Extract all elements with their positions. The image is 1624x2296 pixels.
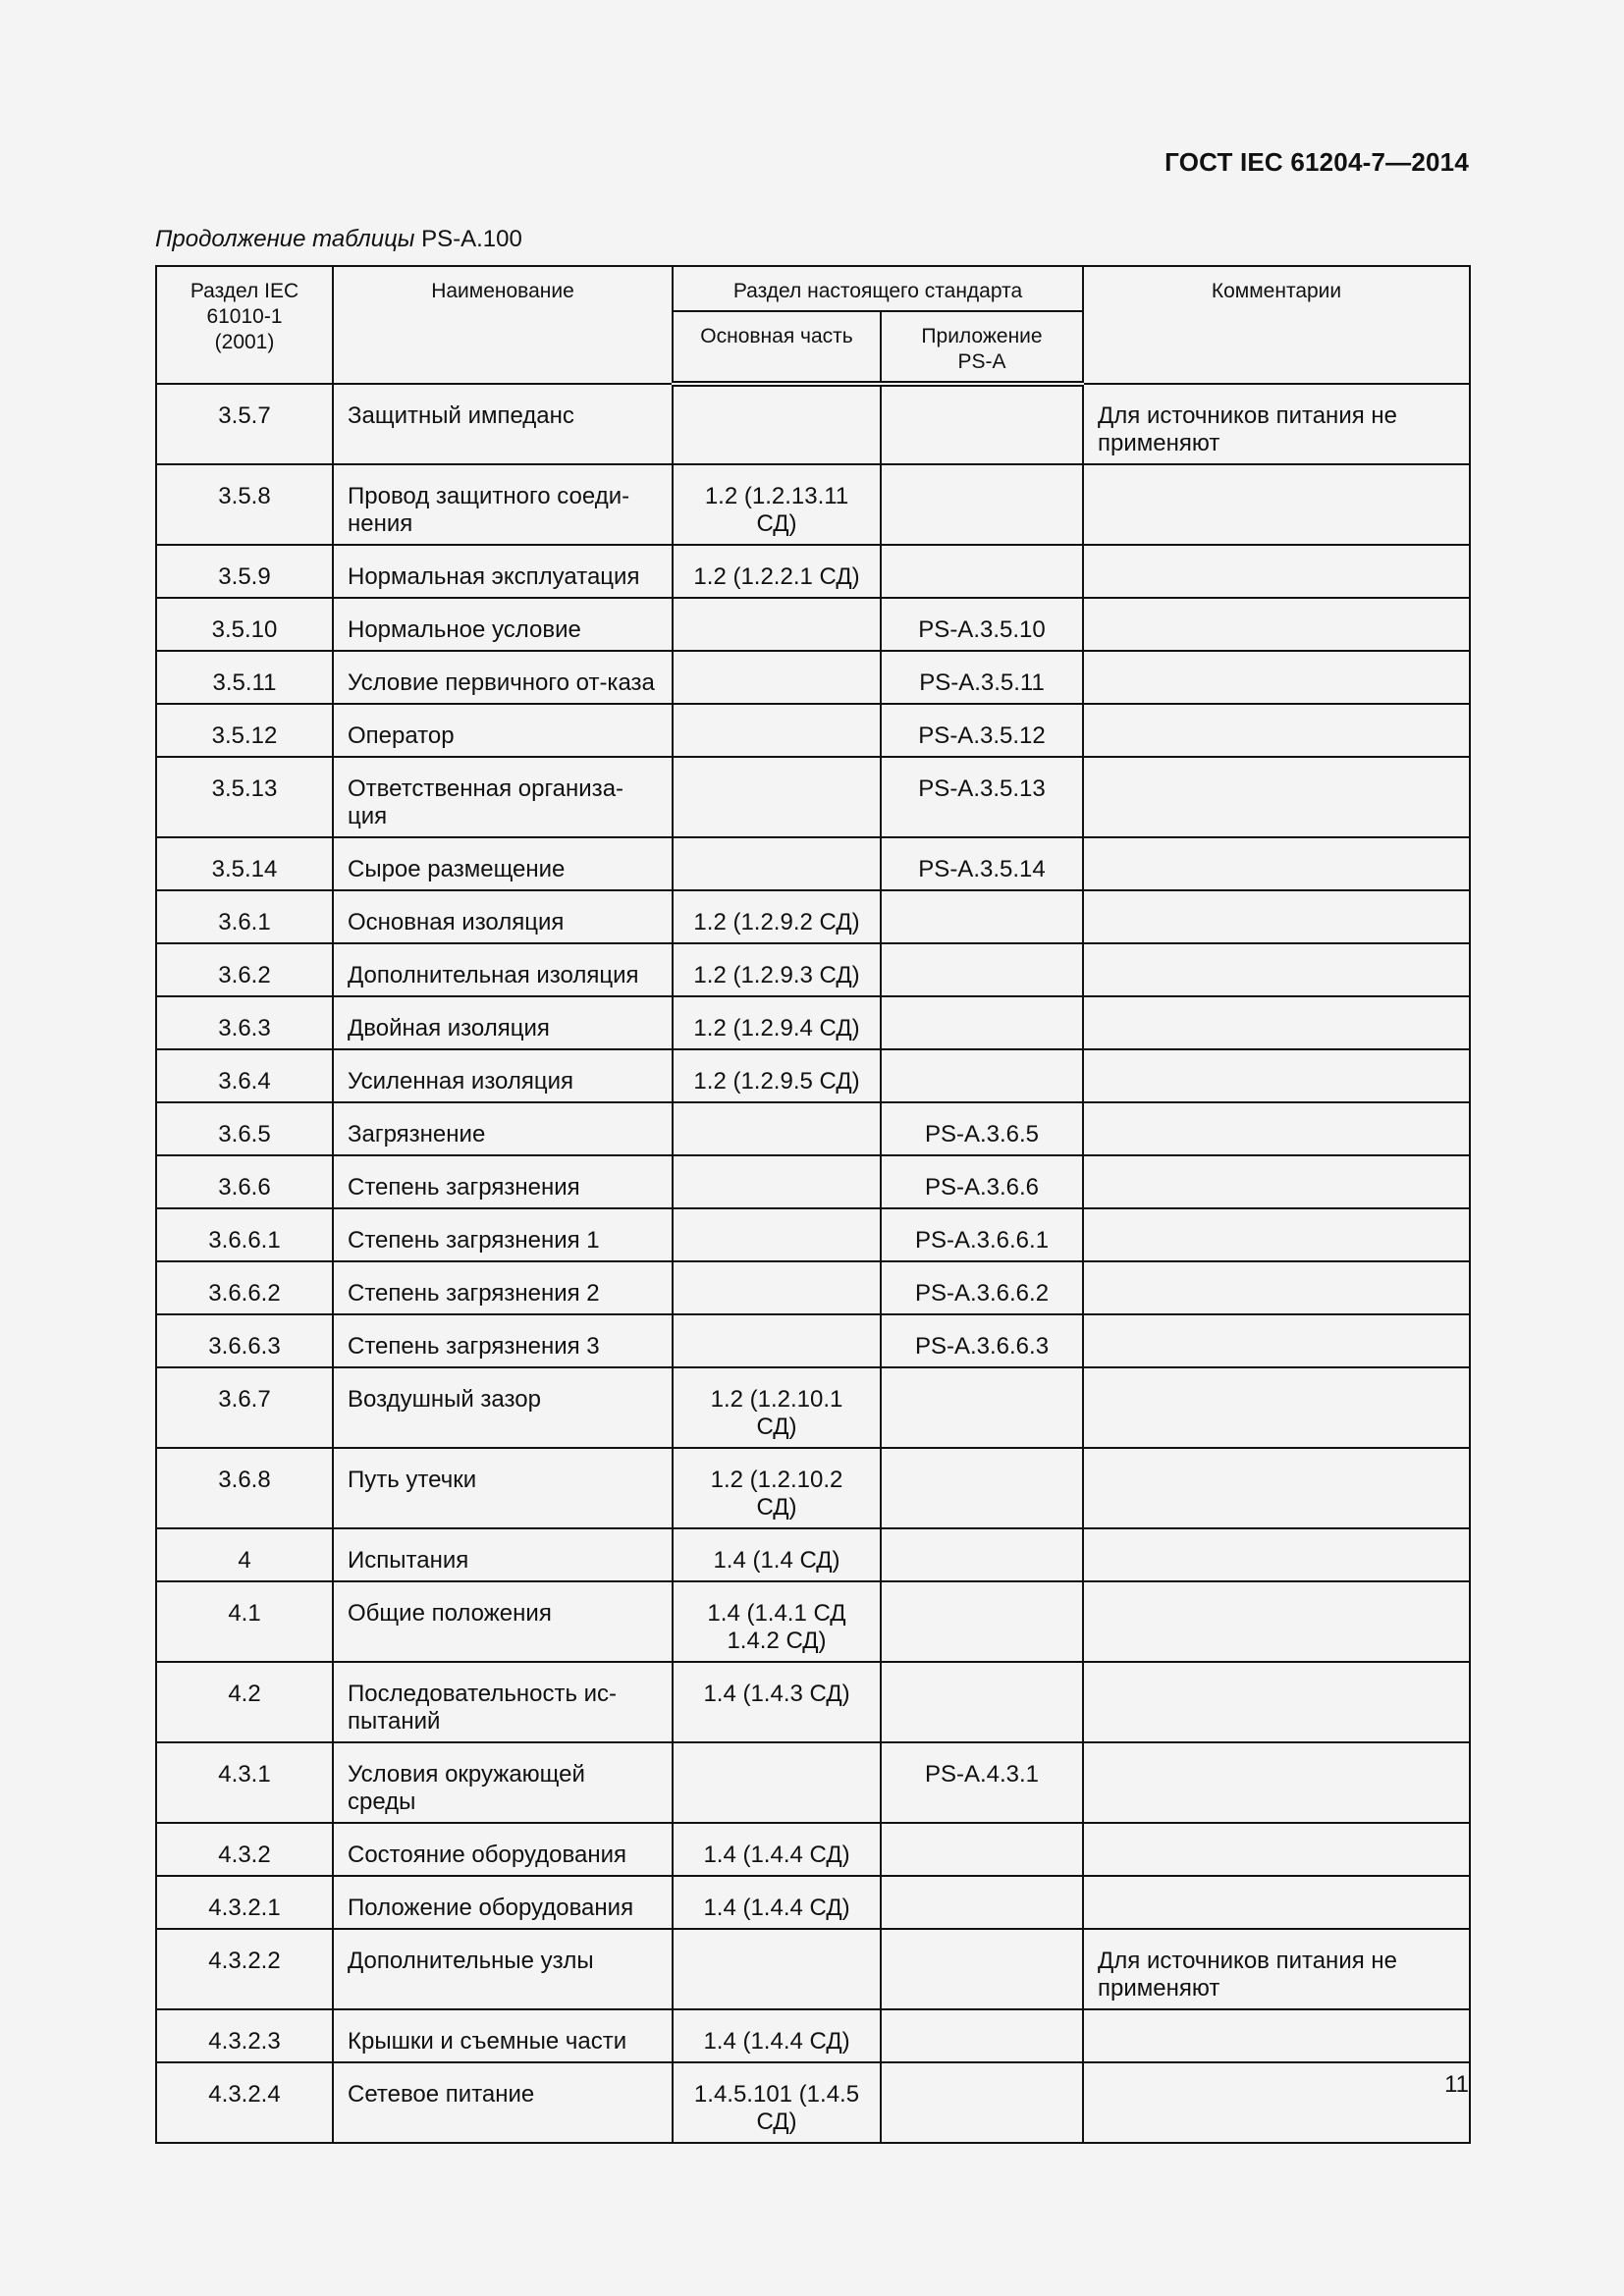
- cell-annex: [881, 384, 1083, 464]
- cell-comment: [1083, 890, 1470, 943]
- cell-main-part: 1.2 (1.2.9.2 СД): [673, 890, 881, 943]
- cell-main-part: 1.2 (1.2.13.11 СД): [673, 464, 881, 545]
- caption-table-id: PS-A.100: [421, 226, 522, 252]
- cell-main-part: [673, 1929, 881, 2009]
- table-row: [156, 1208, 1470, 1261]
- cell-section: 3.5.8: [156, 464, 333, 545]
- cell-section: 4: [156, 1528, 333, 1581]
- cell-section: 3.5.11: [156, 651, 333, 704]
- cell-name: Ответственная организа-ция: [333, 757, 673, 837]
- cell-comment: [1083, 1876, 1470, 1929]
- cell-name: Положение оборудования: [333, 1876, 673, 1929]
- cell-comment: Для источников питания не применяют: [1083, 1929, 1470, 2009]
- cell-main-part: [673, 837, 881, 890]
- cell-section: 4.3.2.1: [156, 1876, 333, 1929]
- cell-section: 3.6.1: [156, 890, 333, 943]
- cell-annex: [881, 545, 1083, 598]
- cell-main-part: [673, 651, 881, 704]
- page-number: 11: [1444, 2071, 1469, 2098]
- cell-name: Состояние оборудования: [333, 1823, 673, 1876]
- cell-section: 3.5.10: [156, 598, 333, 651]
- header-name: Наименование: [333, 266, 673, 384]
- cell-name: Провод защитного соеди-нения: [333, 464, 673, 545]
- cell-annex: [881, 1929, 1083, 2009]
- header-section: Раздел IEC 61010-1 (2001): [156, 266, 333, 384]
- correspondence-table: [155, 265, 1471, 2144]
- cell-comment: [1083, 545, 1470, 598]
- cell-annex: [881, 1049, 1083, 1102]
- cell-main-part: 1.4 (1.4.1 СД 1.4.2 СД): [673, 1581, 881, 1662]
- cell-name: Сетевое питание: [333, 2062, 673, 2143]
- cell-section: 4.3.2.3: [156, 2009, 333, 2062]
- cell-annex: PS-A.3.6.6.3: [881, 1314, 1083, 1367]
- table-caption: [155, 226, 522, 253]
- cell-comment: [1083, 943, 1470, 996]
- header-annex: Приложение PS-A: [881, 311, 1083, 384]
- cell-annex: [881, 1662, 1083, 1742]
- cell-comment: [1083, 1823, 1470, 1876]
- cell-section: 4.2: [156, 1662, 333, 1742]
- cell-annex: [881, 943, 1083, 996]
- cell-comment: [1083, 2062, 1470, 2143]
- cell-comment: [1083, 1314, 1470, 1367]
- cell-annex: PS-A.3.6.6.1: [881, 1208, 1083, 1261]
- cell-comment: [1083, 2009, 1470, 2062]
- cell-section: 3.5.12: [156, 704, 333, 757]
- table-row: [156, 1155, 1470, 1208]
- cell-main-part: 1.4 (1.4.4 СД): [673, 2009, 881, 2062]
- cell-name: Нормальное условие: [333, 598, 673, 651]
- cell-name: Основная изоляция: [333, 890, 673, 943]
- cell-name: Общие положения: [333, 1581, 673, 1662]
- cell-annex: [881, 1528, 1083, 1581]
- cell-section: 3.6.2: [156, 943, 333, 996]
- table-body: [156, 384, 1470, 2143]
- cell-comment: [1083, 1102, 1470, 1155]
- cell-comment: [1083, 1528, 1470, 1581]
- cell-annex: PS-A.4.3.1: [881, 1742, 1083, 1823]
- cell-annex: [881, 1876, 1083, 1929]
- cell-main-part: 1.4 (1.4 СД): [673, 1528, 881, 1581]
- cell-section: 4.3.2.2: [156, 1929, 333, 2009]
- table-row: [156, 651, 1470, 704]
- cell-name: Дополнительные узлы: [333, 1929, 673, 2009]
- cell-comment: Для источников питания не применяют: [1083, 384, 1470, 464]
- cell-main-part: [673, 598, 881, 651]
- cell-main-part: 1.2 (1.2.9.3 СД): [673, 943, 881, 996]
- cell-section: 3.6.7: [156, 1367, 333, 1448]
- cell-main-part: 1.2 (1.2.2.1 СД): [673, 545, 881, 598]
- cell-section: 3.5.7: [156, 384, 333, 464]
- cell-section: 3.6.5: [156, 1102, 333, 1155]
- cell-main-part: 1.2 (1.2.10.1 СД): [673, 1367, 881, 1448]
- cell-name: Двойная изоляция: [333, 996, 673, 1049]
- cell-name: Испытания: [333, 1528, 673, 1581]
- table-row: [156, 598, 1470, 651]
- cell-annex: [881, 1581, 1083, 1662]
- header-main-part: Основная часть: [673, 311, 881, 384]
- cell-annex: PS-A.3.6.6.2: [881, 1261, 1083, 1314]
- table-row: [156, 1102, 1470, 1155]
- cell-annex: PS-A.3.5.13: [881, 757, 1083, 837]
- cell-name: Дополнительная изоляция: [333, 943, 673, 996]
- cell-annex: [881, 464, 1083, 545]
- table-row: [156, 1367, 1470, 1448]
- cell-section: 4.3.1: [156, 1742, 333, 1823]
- cell-annex: [881, 890, 1083, 943]
- cell-name: Степень загрязнения 3: [333, 1314, 673, 1367]
- cell-name: Воздушный зазор: [333, 1367, 673, 1448]
- cell-main-part: 1.4 (1.4.4 СД): [673, 1876, 881, 1929]
- cell-name: Нормальная эксплуатация: [333, 545, 673, 598]
- table-row: [156, 890, 1470, 943]
- cell-section: 3.5.14: [156, 837, 333, 890]
- cell-name: Усиленная изоляция: [333, 1049, 673, 1102]
- table-row: [156, 1876, 1470, 1929]
- table-row: [156, 837, 1470, 890]
- cell-comment: [1083, 464, 1470, 545]
- cell-name: Последовательность ис-пытаний: [333, 1662, 673, 1742]
- table-row: [156, 384, 1470, 464]
- table-row: [156, 545, 1470, 598]
- cell-name: Крышки и съемные части: [333, 2009, 673, 2062]
- cell-name: Степень загрязнения 2: [333, 1261, 673, 1314]
- cell-section: 3.6.4: [156, 1049, 333, 1102]
- cell-name: Оператор: [333, 704, 673, 757]
- cell-main-part: [673, 384, 881, 464]
- table-row: [156, 943, 1470, 996]
- table-row: [156, 2062, 1470, 2143]
- cell-annex: PS-A.3.6.5: [881, 1102, 1083, 1155]
- table-row: [156, 1261, 1470, 1314]
- table-row: [156, 757, 1470, 837]
- cell-main-part: [673, 704, 881, 757]
- cell-comment: [1083, 1049, 1470, 1102]
- cell-name: Защитный импеданс: [333, 384, 673, 464]
- cell-name: Загрязнение: [333, 1102, 673, 1155]
- cell-annex: PS-A.3.6.6: [881, 1155, 1083, 1208]
- cell-annex: [881, 1448, 1083, 1528]
- cell-name: Степень загрязнения 1: [333, 1208, 673, 1261]
- cell-main-part: [673, 757, 881, 837]
- cell-section: 3.6.6.1: [156, 1208, 333, 1261]
- table-row: [156, 1448, 1470, 1528]
- table-row: [156, 1823, 1470, 1876]
- cell-annex: PS-A.3.5.14: [881, 837, 1083, 890]
- cell-main-part: [673, 1102, 881, 1155]
- cell-annex: [881, 2009, 1083, 2062]
- header-comments: Комментарии: [1083, 266, 1470, 384]
- cell-comment: [1083, 1742, 1470, 1823]
- cell-main-part: 1.4.5.101 (1.4.5 СД): [673, 2062, 881, 2143]
- cell-annex: PS-A.3.5.11: [881, 651, 1083, 704]
- cell-comment: [1083, 1448, 1470, 1528]
- cell-comment: [1083, 1261, 1470, 1314]
- cell-section: 4.3.2: [156, 1823, 333, 1876]
- table-row: [156, 2009, 1470, 2062]
- table-row: [156, 704, 1470, 757]
- caption-continuation: Продолжение таблицы: [155, 226, 415, 252]
- cell-comment: [1083, 996, 1470, 1049]
- cell-annex: PS-A.3.5.10: [881, 598, 1083, 651]
- cell-name: Условия окружающей среды: [333, 1742, 673, 1823]
- cell-comment: [1083, 1367, 1470, 1448]
- cell-main-part: [673, 1208, 881, 1261]
- table-row: [156, 1929, 1470, 2009]
- cell-main-part: [673, 1314, 881, 1367]
- cell-name: Сырое размещение: [333, 837, 673, 890]
- table-row: [156, 464, 1470, 545]
- cell-main-part: 1.2 (1.2.9.5 СД): [673, 1049, 881, 1102]
- cell-comment: [1083, 837, 1470, 890]
- cell-section: 4.1: [156, 1581, 333, 1662]
- cell-name: Условие первичного от-каза: [333, 651, 673, 704]
- cell-comment: [1083, 1155, 1470, 1208]
- cell-comment: [1083, 651, 1470, 704]
- cell-main-part: 1.4 (1.4.4 СД): [673, 1823, 881, 1876]
- document-code: ГОСТ IEC 61204-7—2014: [1164, 147, 1469, 177]
- cell-comment: [1083, 1208, 1470, 1261]
- cell-annex: [881, 2062, 1083, 2143]
- cell-main-part: [673, 1261, 881, 1314]
- cell-section: 3.6.3: [156, 996, 333, 1049]
- table-row: [156, 1581, 1470, 1662]
- table-row: [156, 1528, 1470, 1581]
- cell-section: 3.6.6: [156, 1155, 333, 1208]
- cell-annex: [881, 1823, 1083, 1876]
- cell-annex: [881, 996, 1083, 1049]
- cell-main-part: [673, 1155, 881, 1208]
- cell-section: 3.6.8: [156, 1448, 333, 1528]
- cell-main-part: [673, 1742, 881, 1823]
- cell-section: 3.6.6.2: [156, 1261, 333, 1314]
- cell-section: 3.5.9: [156, 545, 333, 598]
- cell-comment: [1083, 704, 1470, 757]
- table-row: [156, 1314, 1470, 1367]
- cell-annex: [881, 1367, 1083, 1448]
- cell-section: 3.6.6.3: [156, 1314, 333, 1367]
- cell-name: Путь утечки: [333, 1448, 673, 1528]
- table-row: [156, 1049, 1470, 1102]
- cell-main-part: 1.2 (1.2.9.4 СД): [673, 996, 881, 1049]
- cell-section: 4.3.2.4: [156, 2062, 333, 2143]
- cell-annex: PS-A.3.5.12: [881, 704, 1083, 757]
- cell-main-part: 1.2 (1.2.10.2 СД): [673, 1448, 881, 1528]
- table-row: [156, 1662, 1470, 1742]
- cell-section: 3.5.13: [156, 757, 333, 837]
- cell-name: Степень загрязнения: [333, 1155, 673, 1208]
- header-standard-section: Раздел настоящего стандарта: [673, 266, 1083, 311]
- table-row: [156, 996, 1470, 1049]
- cell-comment: [1083, 1581, 1470, 1662]
- cell-comment: [1083, 1662, 1470, 1742]
- cell-comment: [1083, 757, 1470, 837]
- cell-comment: [1083, 598, 1470, 651]
- cell-main-part: 1.4 (1.4.3 СД): [673, 1662, 881, 1742]
- table-row: [156, 1742, 1470, 1823]
